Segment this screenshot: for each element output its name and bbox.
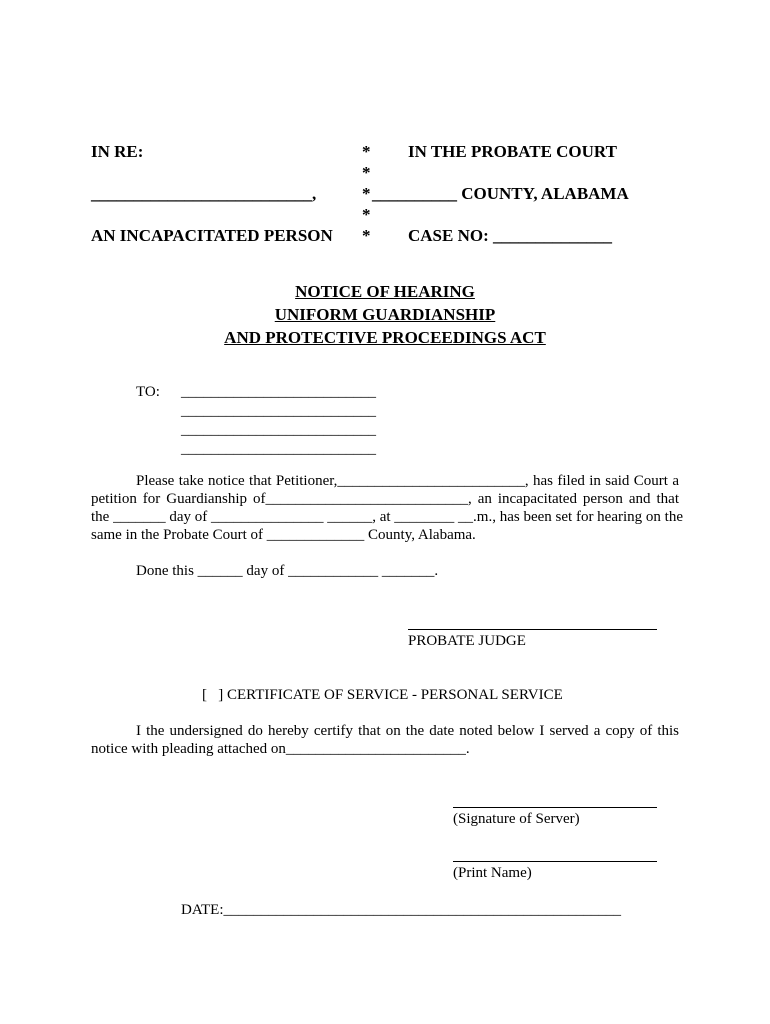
incapacitated-person-label: AN INCAPACITATED PERSON [91, 226, 333, 245]
court-name: IN THE PROBATE COURT [408, 142, 617, 161]
notice-line: petition for Guardianship of___________________________, an incapacitated person and that [91, 491, 679, 507]
certificate-line: I the undersigned do hereby certify that on the date noted below I served a copy of this [136, 723, 679, 739]
in-re-label: IN RE: [91, 142, 144, 161]
document-title-line-2: UNIFORM GUARDIANSHIP [274, 305, 496, 324]
addressee-blank: __________________________ [181, 403, 376, 419]
document-title-line-1: NOTICE OF HEARING [295, 282, 475, 301]
signature-of-server-label: (Signature of Server) [453, 811, 580, 827]
caption-star: * [362, 142, 371, 161]
notice-paragraph [91, 472, 683, 544]
certificate-paragraph [91, 722, 679, 758]
print-name-label: (Print Name) [453, 865, 532, 881]
notice-line: same in the Probate Court of _____________ County, Alabama. [91, 527, 476, 543]
notice-line: the _______ day of _______________ ______, at ________ __.m., has been set for hearing on the [91, 509, 683, 525]
done-this-line: Done this ______ day of ____________ _______. [136, 563, 439, 579]
addressee-blank: __________________________ [181, 422, 376, 438]
caption-star: * [362, 226, 371, 245]
respondent-name-blank: __________________________, [91, 184, 317, 203]
case-number: CASE NO: ______________ [408, 226, 613, 245]
probate-judge-label: PROBATE JUDGE [408, 633, 526, 649]
print-name-line [453, 861, 657, 862]
certificate-line: notice with pleading attached on________________________. [91, 741, 470, 757]
caption-star: * [362, 184, 371, 203]
document-title-line-3: AND PROTECTIVE PROCEEDINGS ACT [224, 328, 546, 347]
addressee-blank: __________________________ [181, 384, 376, 400]
to-label: TO: [136, 384, 160, 400]
county-line: __________ COUNTY, ALABAMA [372, 184, 629, 203]
notice-line: Please take notice that Petitioner,_________________________, has filed in said Court a [136, 473, 679, 489]
addressee-blank: __________________________ [181, 441, 376, 457]
date-line: DATE:_____________________________________________________ [181, 902, 621, 918]
caption-star: * [362, 205, 371, 224]
caption-star: * [362, 163, 371, 182]
certificate-heading: [ ] CERTIFICATE OF SERVICE - PERSONAL SERVICE [202, 687, 563, 703]
server-signature-line [453, 807, 657, 808]
judge-signature-line [408, 629, 657, 630]
